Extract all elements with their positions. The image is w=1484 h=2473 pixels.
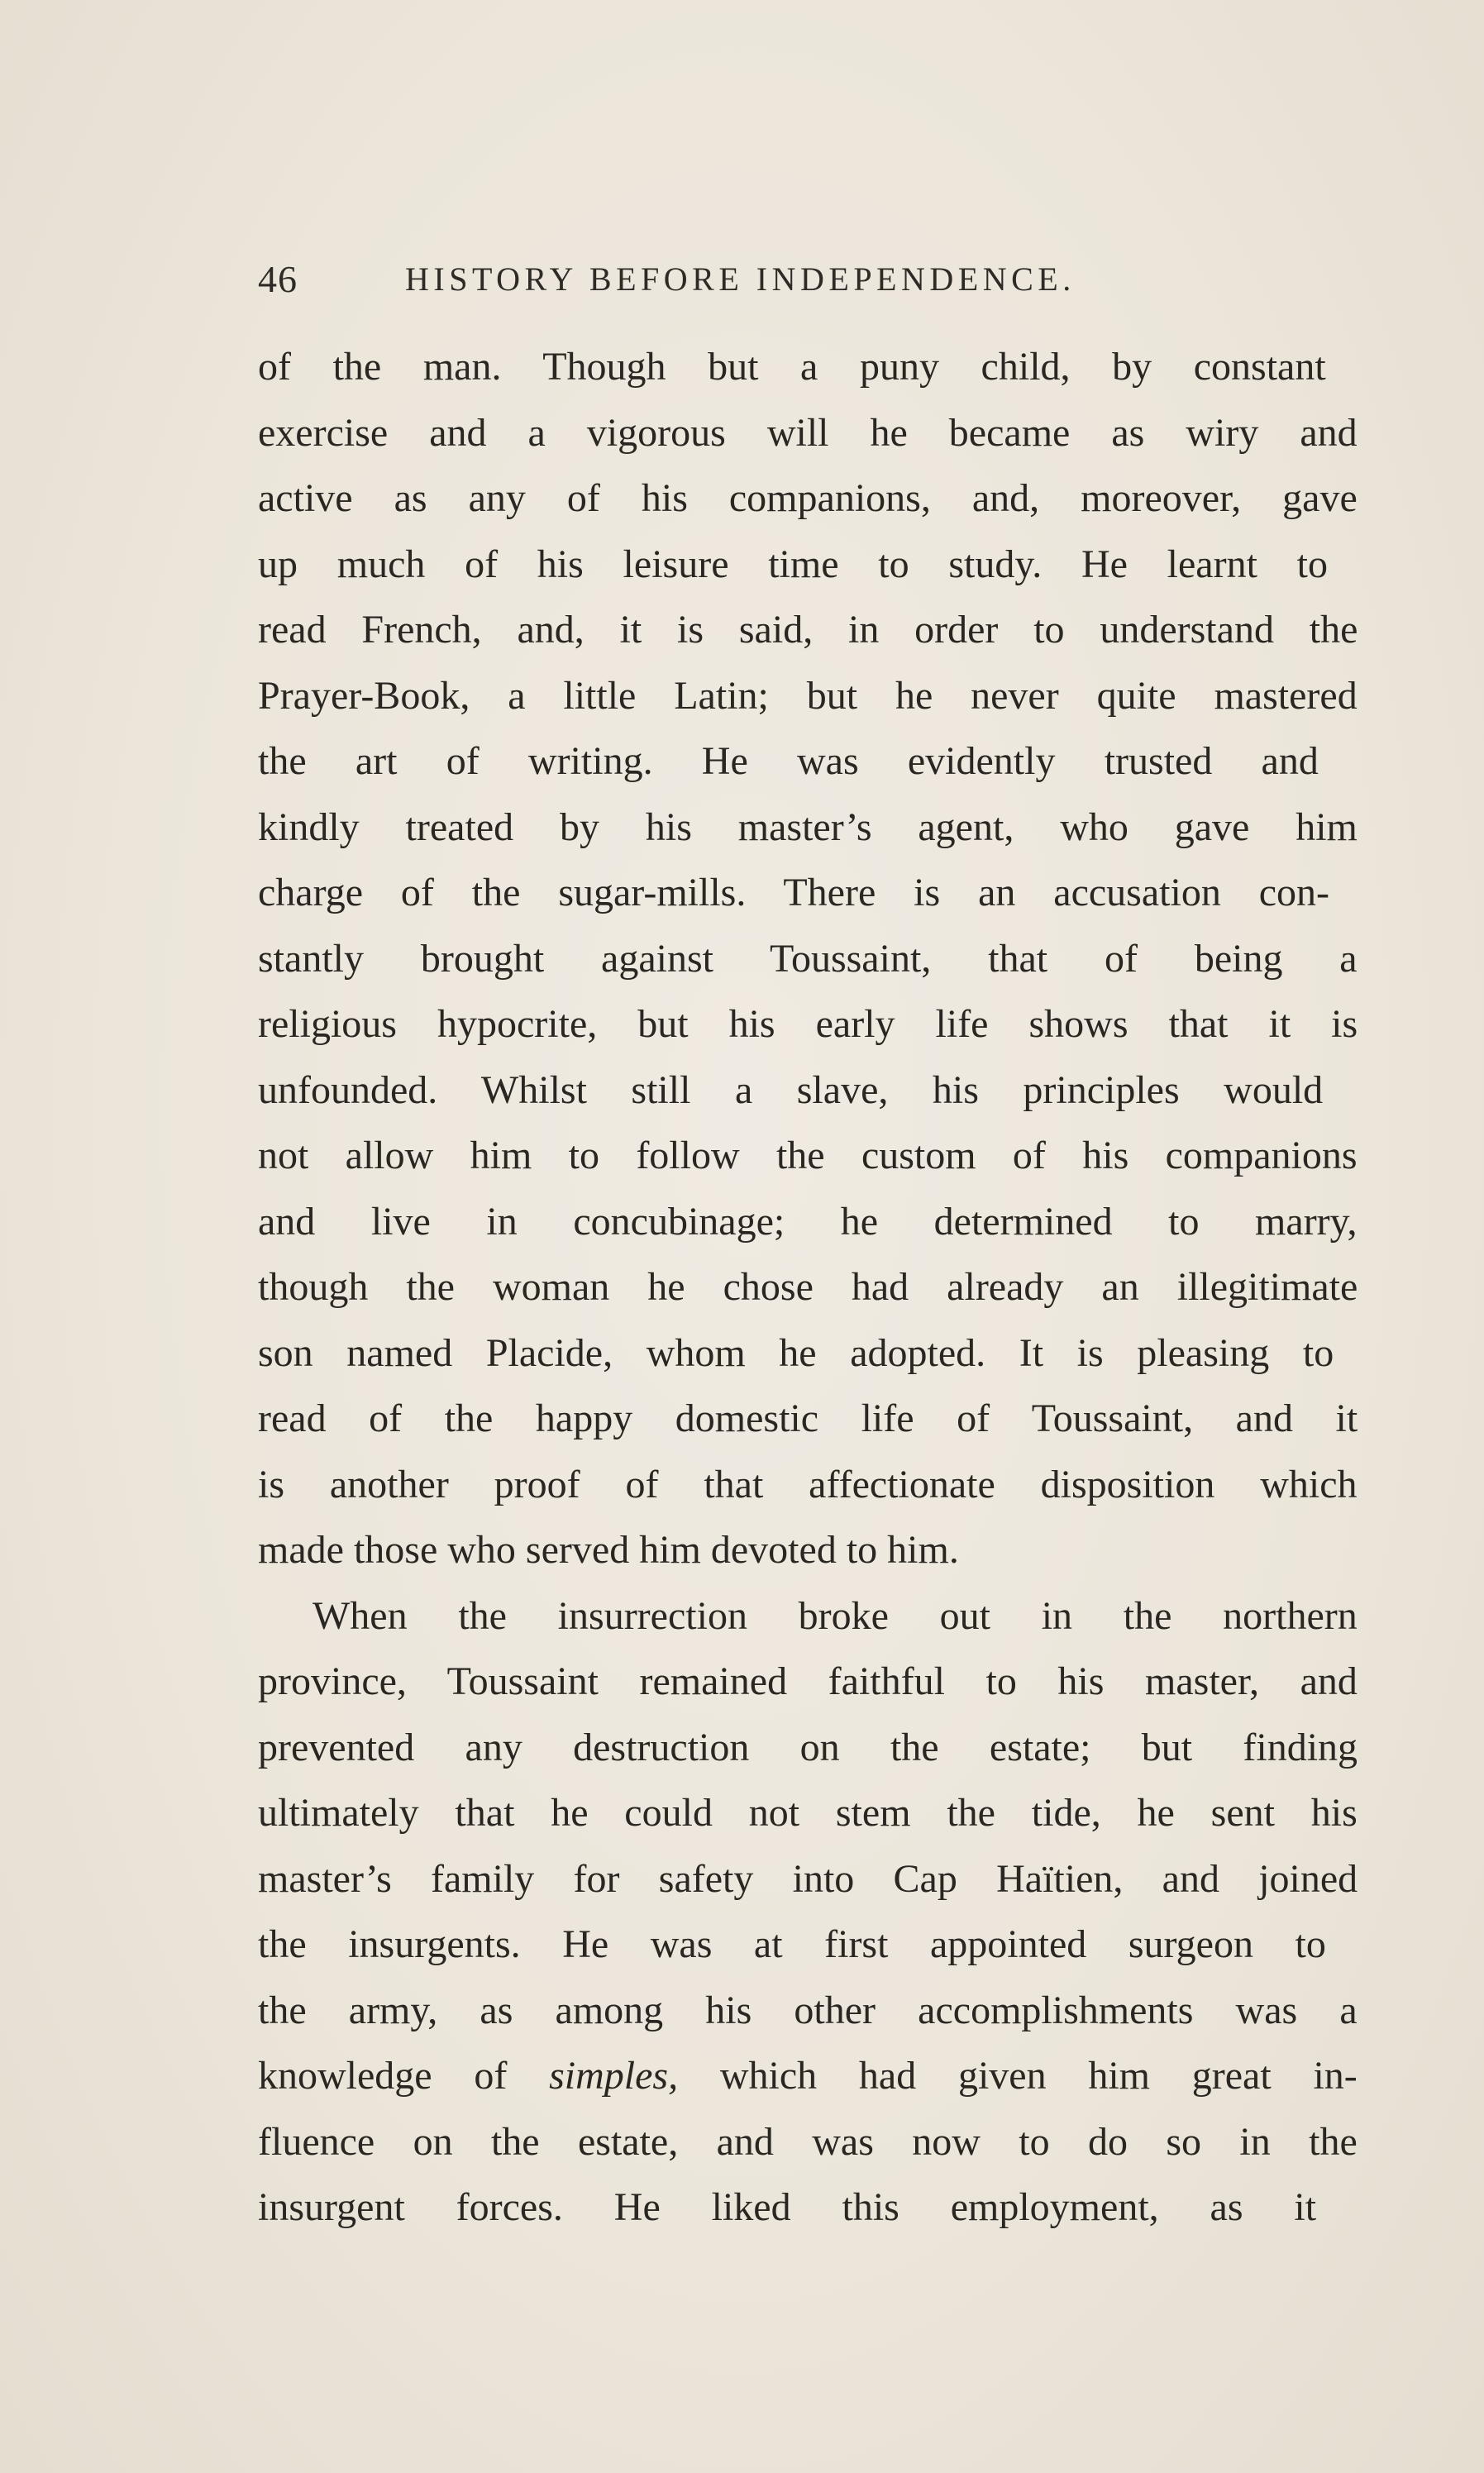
running-head: HISTORY BEFORE INDEPENDENCE. bbox=[405, 260, 1076, 298]
text-line: province, Toussaint remained faithful to his master, and bbox=[258, 1659, 1358, 1703]
text-line: prevented any destruction on the estate; but finding bbox=[258, 1725, 1358, 1769]
text-line: made those who served him devoted to him. bbox=[258, 1528, 959, 1572]
text-line: exercise and a vigorous will he became as wiry and bbox=[258, 410, 1358, 455]
text-line: active as any of his companions, and, moreover, gave bbox=[258, 476, 1358, 520]
text-line: the insurgents. He was at first appointed surgeon to bbox=[258, 1922, 1326, 1966]
paragraph-start-line: When the insurrection broke out in the northern bbox=[313, 1593, 1358, 1638]
text-line: son named Placide, whom he adopted. It is pleasing to bbox=[258, 1330, 1334, 1375]
page-header bbox=[258, 255, 1191, 304]
text-line: master’s family for safety into Cap Haïtien, and joined bbox=[258, 1856, 1358, 1901]
body-text bbox=[258, 334, 1358, 2241]
text-line: is another proof of that affectionate disposition which bbox=[258, 1462, 1358, 1506]
text-line-with-italic bbox=[258, 2043, 1358, 2109]
text-line: of the man. Though but a puny child, by constant bbox=[258, 345, 1326, 389]
text-line: ultimately that he could not stem the tide, he sent his bbox=[258, 1791, 1358, 1835]
text-line: the art of writing. He was evidently trusted and bbox=[258, 739, 1319, 783]
text-line: the army, as among his other accomplishments was a bbox=[258, 1988, 1358, 2032]
text-line: up much of his leisure time to study. He learnt to bbox=[258, 542, 1328, 586]
page-number: 46 bbox=[258, 258, 298, 300]
text-line: kindly treated by his master’s agent, who gave him bbox=[258, 804, 1358, 849]
text-line: fluence on the estate, and was now to do so in the bbox=[258, 2119, 1358, 2164]
text-line: though the woman he chose had already an illegitimate bbox=[258, 1265, 1358, 1309]
text-line: unfounded. Whilst still a slave, his principles would bbox=[258, 1067, 1324, 1112]
text-line: read of the happy domestic life of Toussaint, and it bbox=[258, 1396, 1358, 1440]
text-line: not allow him to follow the custom of his companions bbox=[258, 1134, 1358, 1177]
text-line: stantly brought against Toussaint, that of being a bbox=[258, 936, 1358, 981]
text-line: Prayer-Book, a little Latin; but he never quite mastered bbox=[258, 673, 1358, 718]
text-line: insurgent forces. He liked this employment, as it bbox=[258, 2185, 1317, 2229]
italic-word: simples, bbox=[549, 2054, 679, 2098]
text-line: charge of the sugar-mills. There is an accusation con- bbox=[258, 871, 1330, 914]
text-line: religious hypocrite, but his early life shows that it is bbox=[258, 1002, 1358, 1046]
text-segment: which had given him great in- bbox=[678, 2054, 1358, 2098]
text-line: and live in concubinage; he determined to marry, bbox=[258, 1199, 1358, 1244]
text-line: read French, and, it is said, in order to understand the bbox=[258, 608, 1358, 652]
text-segment: knowledge of bbox=[258, 2054, 550, 2098]
